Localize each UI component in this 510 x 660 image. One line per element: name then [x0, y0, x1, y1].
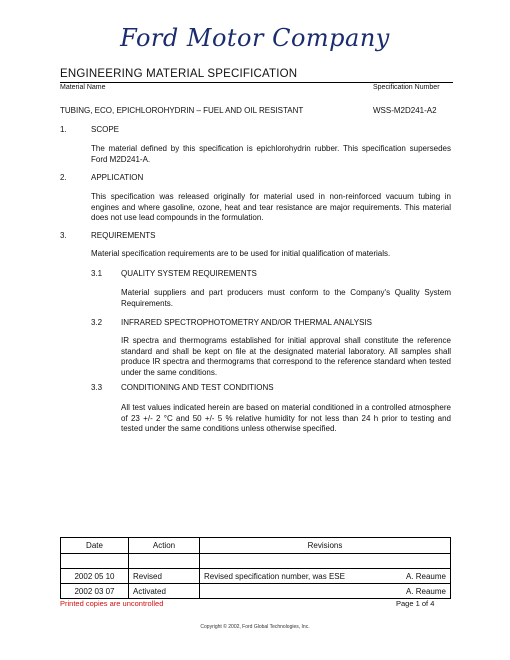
section-heading-application: APPLICATION: [91, 173, 144, 182]
copyright-notice: Copyright © 2002, Ford Global Technologies, Inc.: [200, 624, 310, 630]
table-row: [61, 569, 451, 584]
cell-revision: [200, 554, 451, 569]
table-row: [61, 554, 451, 569]
infrared-text: IR spectra and thermograms established for initial approval shall constitute the reference standard and shall be kept on file at the designated material laboratory. All samples shall produce IR spectra and thermograms that correspond to the reference standard when tested under the same conditions.: [121, 336, 451, 377]
cell-action: Revised: [129, 569, 200, 584]
subsection-number: 3.1: [91, 269, 103, 278]
column-header-date: Date: [61, 538, 129, 554]
section-number: 2.: [60, 173, 67, 182]
column-header-action: Action: [129, 538, 200, 554]
uncontrolled-notice: Printed copies are uncontrolled: [60, 599, 164, 608]
section-number: 3.: [60, 231, 67, 240]
cell-revision: [200, 569, 451, 584]
cell-date: 2002 03 07: [61, 584, 129, 599]
material-name-label: Material Name: [60, 84, 106, 91]
section-heading-requirements: REQUIREMENTS: [91, 231, 156, 240]
revision-author: A. Reaume: [405, 571, 446, 581]
material-name: TUBING, ECO, EPICHLOROHYDRIN – FUEL AND OIL RESISTANT: [60, 106, 304, 115]
spec-number: WSS-M2D241-A2: [373, 106, 437, 115]
title-rule: [60, 82, 453, 83]
document-title: ENGINEERING MATERIAL SPECIFICATION: [60, 68, 298, 80]
cell-date: [61, 554, 129, 569]
column-header-revisions: Revisions: [200, 538, 451, 554]
table-header-row: [61, 538, 451, 554]
table-row: [61, 584, 451, 599]
application-text: This specification was released originally for material used in non-reinforced vacuum tubing in engines and where gasoline, ozone, heat and tear resistance are major requirements. This material does not use lead compounds in the formulation.: [91, 192, 451, 222]
revision-description: Revised specification number, was ESE: [204, 571, 345, 581]
section-number: 1.: [60, 125, 67, 134]
revisions-table: [60, 537, 451, 599]
revision-author: A. Reaume: [405, 586, 446, 596]
cell-action: Activated: [129, 584, 200, 599]
scope-text: The material defined by this specification is epichlorohydrin rubber. This specification supersedes Ford M2D241-A.: [91, 144, 451, 164]
cell-date: 2002 05 10: [61, 569, 129, 584]
spec-number-label: Specification Number: [373, 84, 440, 91]
cell-action: [129, 554, 200, 569]
ford-logo: Ford Motor Company: [120, 24, 390, 52]
cell-revision: [200, 584, 451, 599]
subsection-heading-quality: QUALITY SYSTEM REQUIREMENTS: [121, 269, 257, 278]
section-heading-scope: SCOPE: [91, 125, 120, 134]
subsection-heading-conditioning: CONDITIONING AND TEST CONDITIONS: [121, 383, 274, 392]
requirements-text: Material specification requirements are to be used for initial qualification of materials.: [91, 249, 391, 258]
subsection-number: 3.3: [91, 383, 103, 392]
subsection-number: 3.2: [91, 318, 103, 327]
subsection-heading-infrared: INFRARED SPECTROPHOTOMETRY AND/OR THERMAL ANALYSIS: [121, 318, 373, 327]
quality-text: Material suppliers and part producers must conform to the Company's Quality System Requirements.: [121, 288, 451, 308]
page-number: Page 1 of 4: [396, 599, 435, 608]
conditioning-text: All test values indicated herein are based on material conditioned in a controlled atmosphere of 23 +/- 2 °C and 50 +/- 5 % relative humidity for not less than 24 h prior to testing and tested under the same conditions unless otherwise specified.: [121, 403, 451, 433]
